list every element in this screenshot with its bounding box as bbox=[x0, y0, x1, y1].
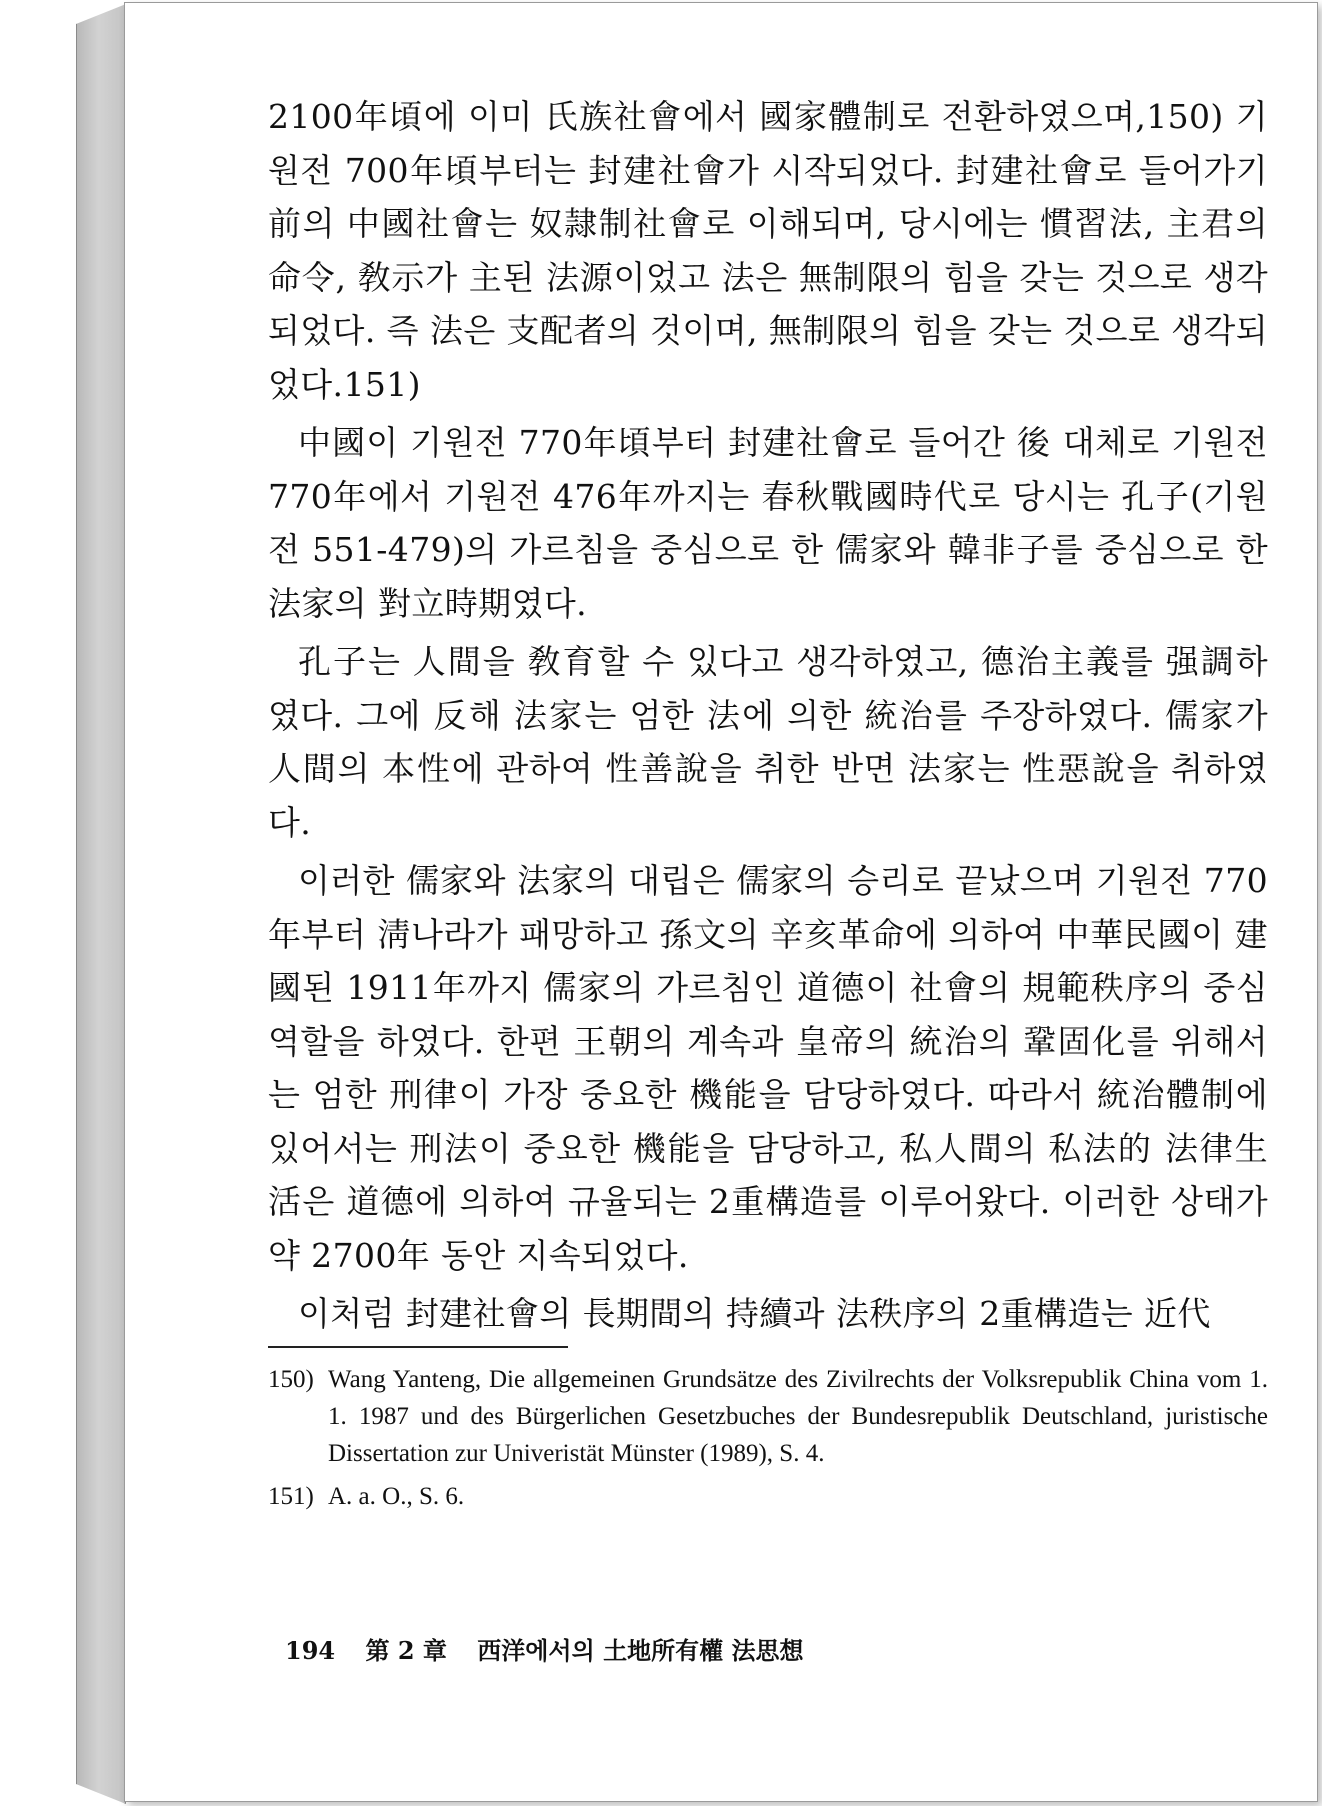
chapter-label: 第 2 章 bbox=[365, 1636, 447, 1665]
page-footer bbox=[285, 1631, 826, 1666]
page-number: 194 bbox=[285, 1636, 336, 1665]
book-page bbox=[124, 2, 1318, 1802]
paragraph-2: 中國이 기원전 770年頃부터 封建社會로 들어간 後 대체로 기원전 770年에서 기원전 476年까지는 春秋戰國時代로 당시는 孔子(기원전 551-479)의 가르침을 중심으로 한 儒家와 韓非子를 중심으로 한 法家의 對立時期였다. bbox=[268, 423, 1268, 623]
footnote-divider bbox=[268, 1346, 568, 1348]
footnote-text: Wang Yanteng, Die allgemeinen Grundsätze des Zivilrechts der Volksrepublik China vom 1. 1. 1987 und des Bürgerlichen Gesetzbuches der Bundesrepublik Deutschland, juristische Dissertation zur Univeristät Münster (1989), S. 4. bbox=[328, 1366, 1268, 1467]
footnote-number: 150) bbox=[268, 1366, 314, 1393]
footnote-number: 151) bbox=[268, 1483, 314, 1510]
paragraph-4: 이러한 儒家와 法家의 대립은 儒家의 승리로 끝났으며 기원전 770年부터 淸나라가 패망하고 孫文의 辛亥革命에 의하여 中華民國이 建國된 1911年까지 儒家의 가르침인 道德이 社會의 規範秩序의 중심역할을 하였다. 한편 王朝의 계속과 皇帝의 統治의 鞏固化를 위해서는 엄한 刑律이 가장 중요한 機能을 담당하였다. 따라서 統治體制에 있어서는 刑法이 중요한 機能을 담당하고, 私人間의 私法的 法律生活은 道德에 의하여 규율되는 2重構造를 이루어왔다. 이러한 상태가 약 2700年 동안 지속되었다. bbox=[268, 861, 1268, 1275]
footnote-151 bbox=[268, 1478, 1268, 1515]
paragraph-1: 2100年頃에 이미 氏族社會에서 國家體制로 전환하였으며,150) 기원전 700年頃부터는 封建社會가 시작되었다. 封建社會로 들어가기 前의 中國社會는 奴隷制社會로 이해되며, 당시에는 慣習法, 主君의 命令, 敎示가 主된 法源이었고 法은 無制限의 힘을 갖는 것으로 생각되었다. 즉 法은 支配者의 것이며, 無制限의 힘을 갖는 것으로 생각되었다.151) bbox=[268, 97, 1268, 404]
footnote-150 bbox=[268, 1361, 1268, 1472]
paragraph-5: 이처럼 封建社會의 長期間의 持續과 法秩序의 2重構造는 近代 bbox=[298, 1294, 1211, 1333]
footnote-text: A. a. O., S. 6. bbox=[328, 1483, 465, 1510]
paragraph-3: 孔子는 人間을 敎育할 수 있다고 생각하였고, 德治主義를 强調하였다. 그에 反해 法家는 엄한 法에 의한 統治를 주장하였다. 儒家가 人間의 本性에 관하여 性善說을 취한 반면 法家는 性惡說을 취하였다. bbox=[268, 642, 1268, 842]
body-text bbox=[268, 90, 1268, 1346]
book-spine bbox=[76, 4, 126, 1804]
chapter-title: 西洋에서의 土地所有權 法思想 bbox=[477, 1636, 804, 1665]
footnotes bbox=[268, 1361, 1268, 1521]
